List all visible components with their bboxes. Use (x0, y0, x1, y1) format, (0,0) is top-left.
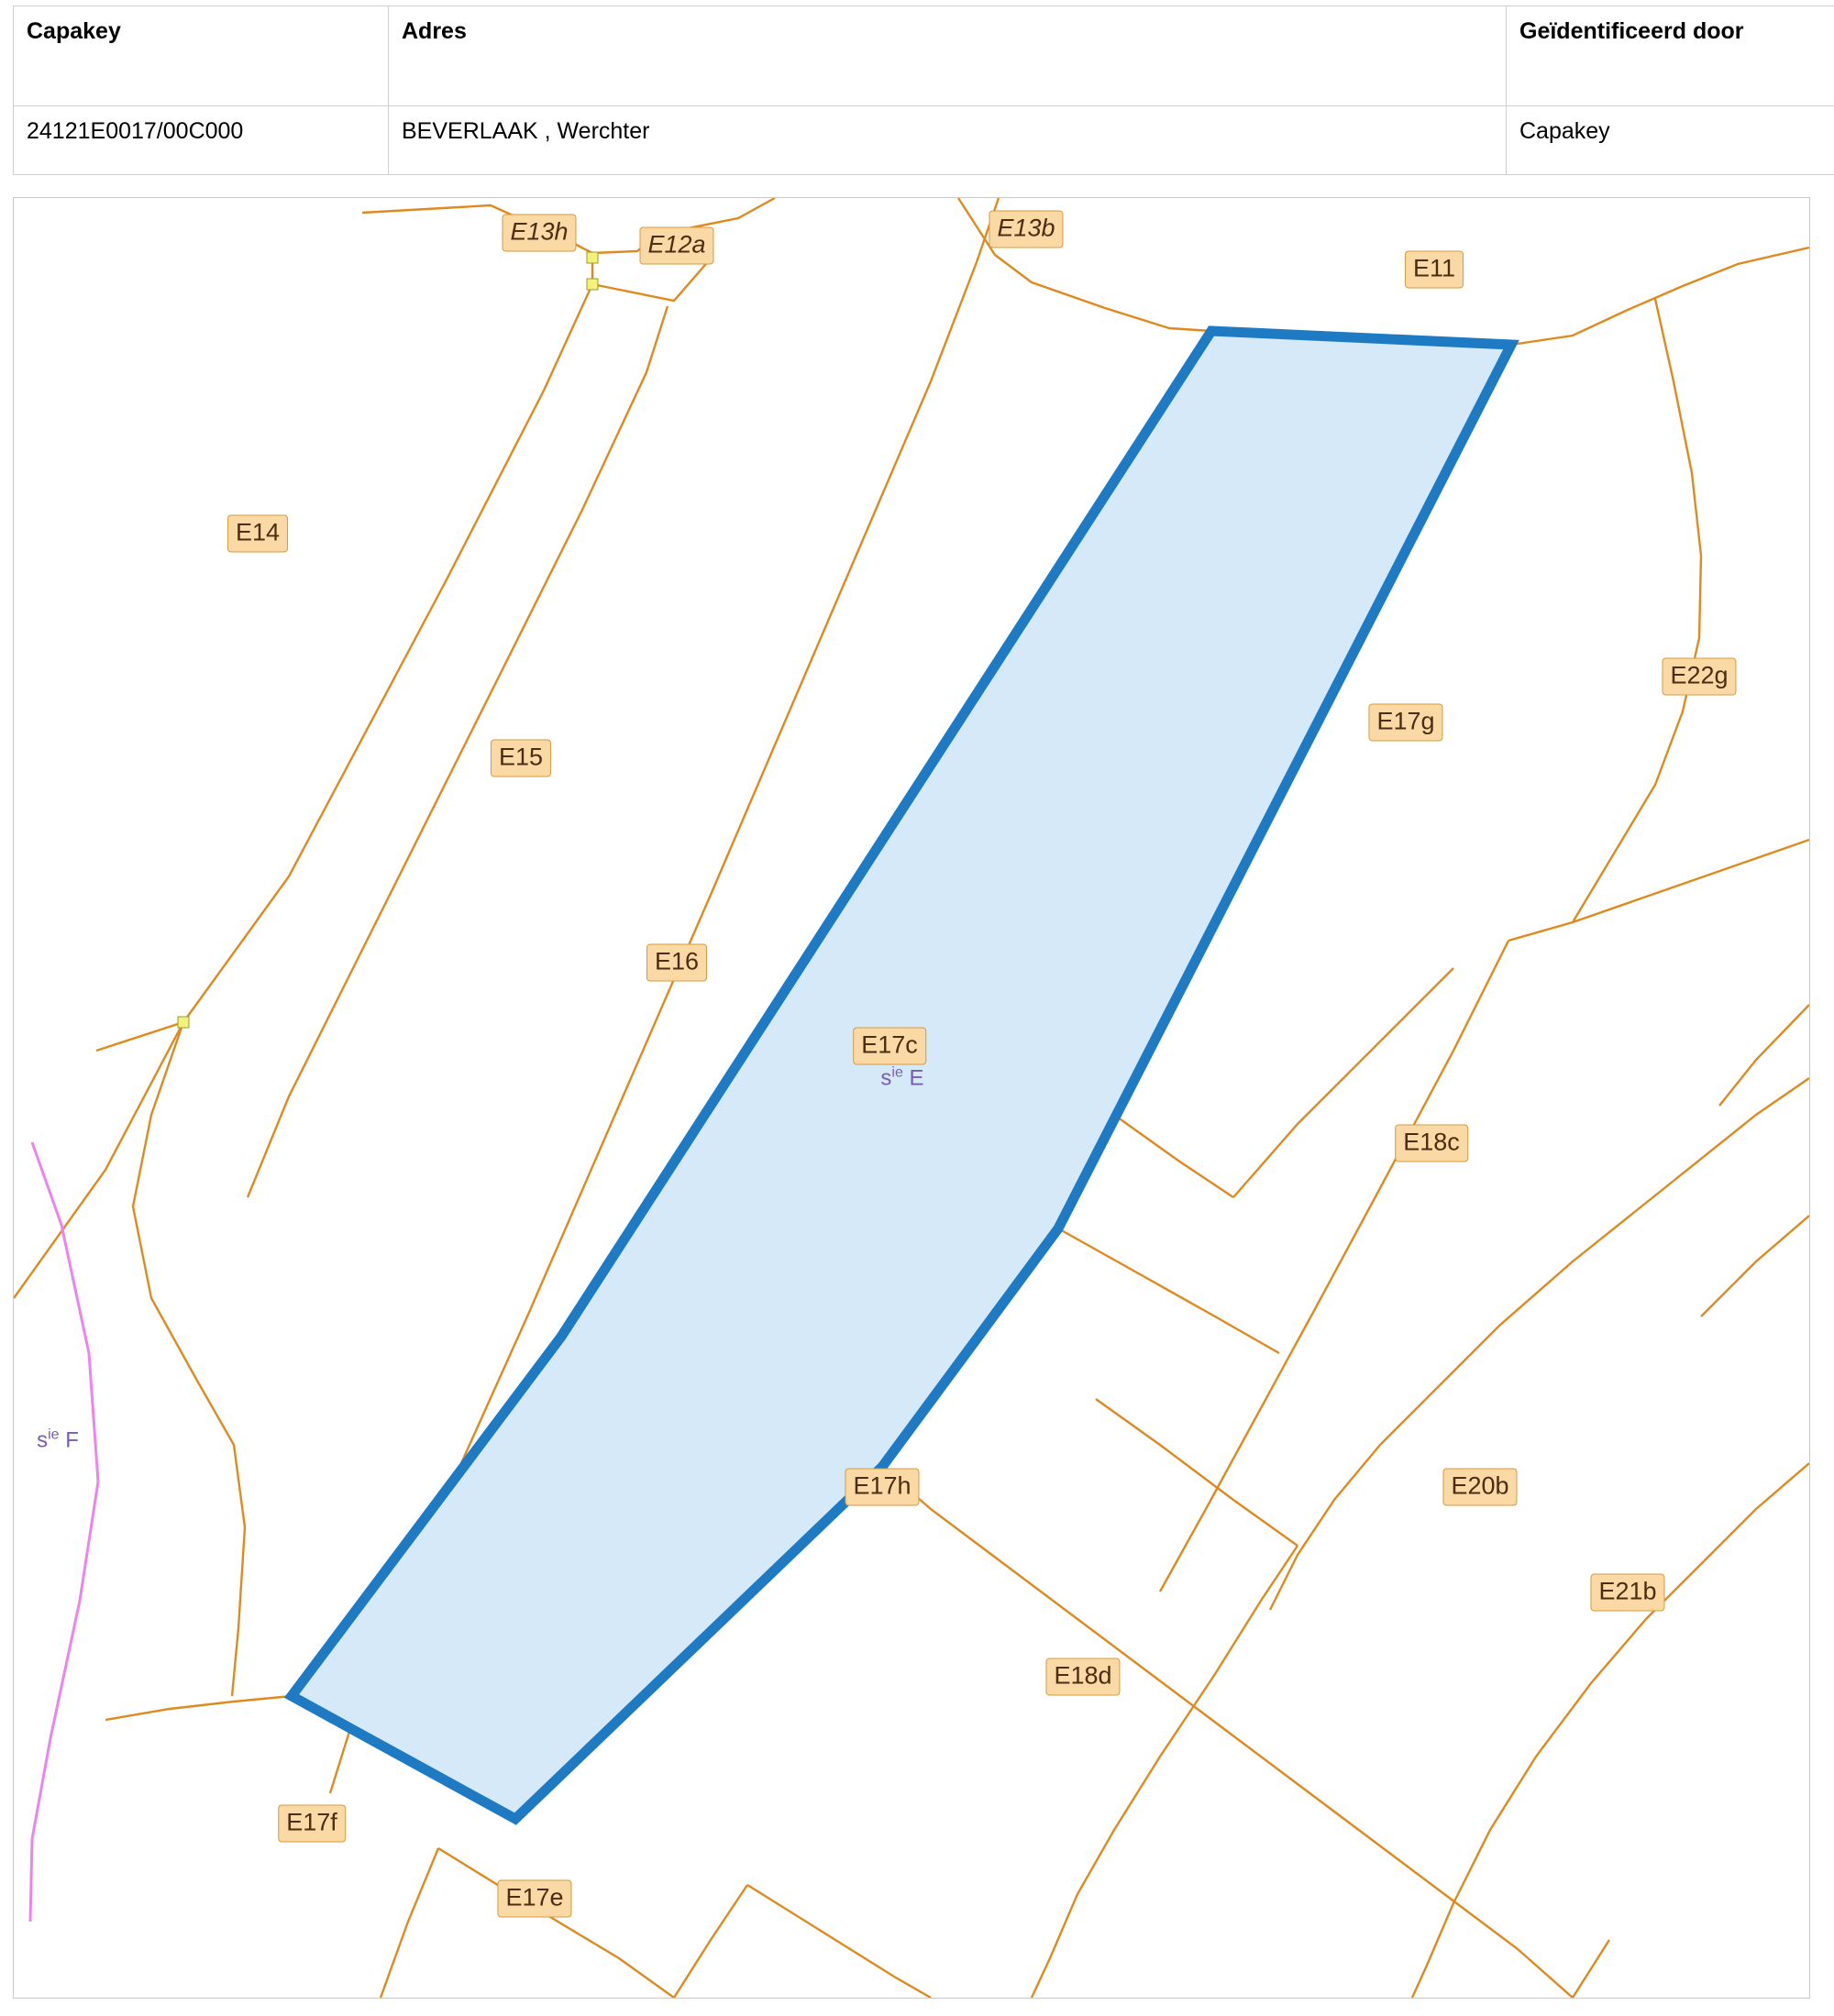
parcel-label: E15 (491, 740, 551, 777)
table-row (14, 106, 1834, 175)
table-header-row (14, 6, 1834, 106)
section-label-suffix: F (60, 1428, 79, 1453)
parcel-label: E14 (227, 515, 288, 553)
parcel-label: E17h (845, 1469, 919, 1506)
cadastral-map[interactable] (13, 197, 1810, 1999)
cell-capakey: 24121E0017/00C000 (14, 106, 389, 175)
section-label-sup: ie (48, 1427, 59, 1443)
cadastral-parcel-page (0, 6, 1834, 2016)
cell-identified-by: Capakey (1507, 106, 1834, 175)
column-header-capakey: Capakey (14, 6, 389, 106)
column-header-identified-by: Geïdentificeerd door (1507, 6, 1834, 106)
parcel-attribute-table (13, 6, 1834, 175)
parcel-label-selected: E17c (853, 1028, 926, 1065)
vertex-marker (587, 279, 599, 291)
parcel-label: E13h (502, 215, 576, 252)
parcel-label: E17f (278, 1805, 346, 1843)
parcel-label: E11 (1405, 251, 1464, 289)
section-label-f (37, 1427, 79, 1454)
parcel-label: E17e (497, 1880, 571, 1918)
parcel-label: E21b (1590, 1574, 1664, 1612)
parcel-label: E17g (1368, 704, 1442, 742)
vertex-marker (587, 252, 599, 264)
parcel-label: E12a (639, 227, 713, 265)
parcel-label: E18c (1395, 1125, 1468, 1162)
parcel-label: E13b (989, 211, 1063, 248)
column-header-adres: Adres (389, 6, 1507, 106)
parcel-label: E20b (1442, 1469, 1517, 1506)
parcel-label: E18d (1045, 1658, 1120, 1696)
section-label-suffix: E (903, 1066, 924, 1091)
parcel-label: E16 (646, 944, 707, 982)
section-label-sup: ie (891, 1065, 902, 1081)
map-vector-layer (14, 198, 1809, 1998)
parcel-label: E22g (1662, 658, 1736, 696)
section-label-e (880, 1065, 923, 1092)
section-label-prefix: s (37, 1428, 48, 1453)
vertex-marker (178, 1017, 190, 1029)
cell-adres: BEVERLAAK , Werchter (389, 106, 1507, 175)
section-label-prefix: s (880, 1066, 891, 1091)
